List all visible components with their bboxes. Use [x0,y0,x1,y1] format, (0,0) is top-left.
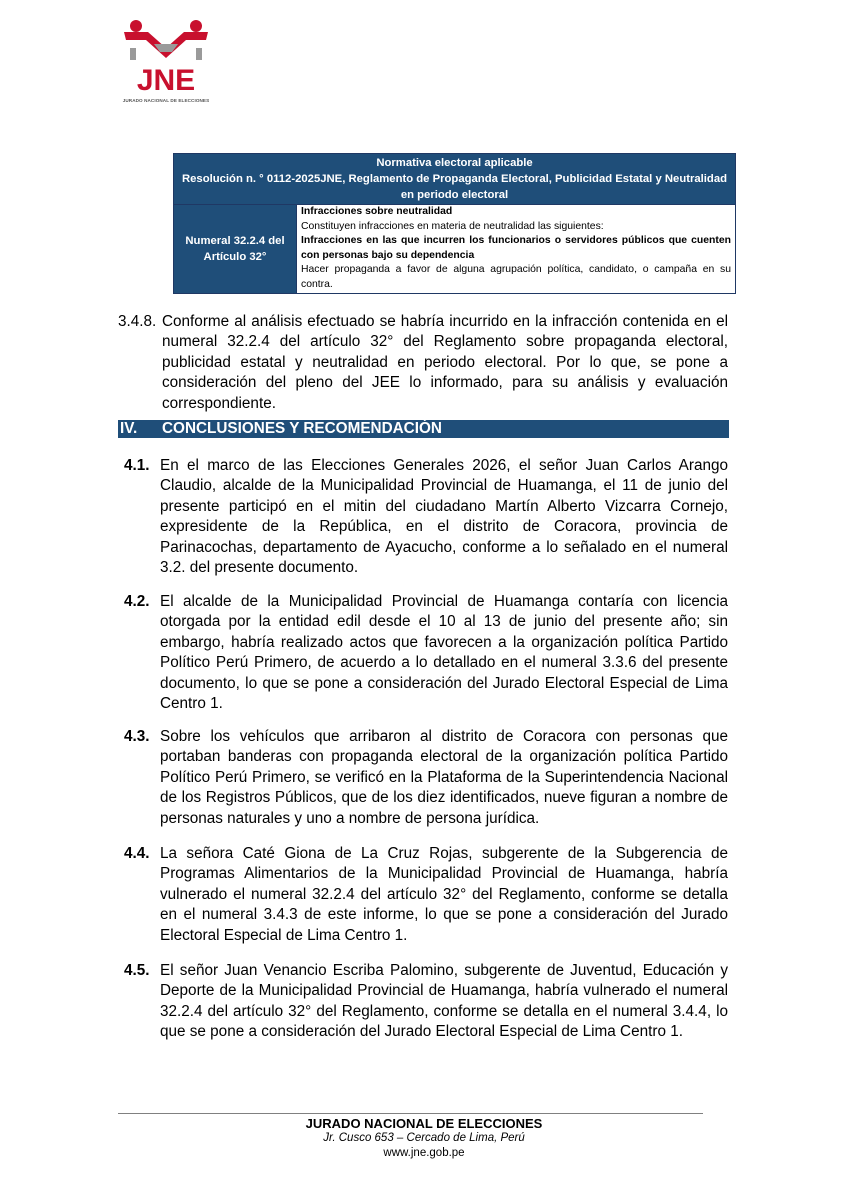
normative-table-header-row [174,154,736,205]
paragraph-text: Conforme al análisis efectuado se habría incurrido en la infracción contenida en el numeral 32.2.4 del artículo 32° del Reglamento sobre propaganda electoral, publicidad estatal y neutralidad en periodo electoral. Por lo que, se pone a consideración del pleno del JEE lo informado, para su análisis y evaluación correspondiente. [162,313,728,412]
normative-title: Normativa electoral aplicable [376,157,533,169]
conclusion-text: En el marco de las Elecciones Generales 2026, el señor Juan Carlos Arango Claudio, alcalde de la Municipalidad Provincial de Huamanga, el 11 de junio del presente participó en el mitin del ciudadano Martín Alberto Vizcarra Cornejo, expresidente de la República, en el distrito de Coracora, provincia de Parinacochas, departamento de Ayacucho, conforme a lo señalado en el numeral 3.2. del presente documento. [160,457,728,577]
normative-table-header [174,154,736,205]
conclusion-text: Sobre los vehículos que arribaron al distrito de Coracora con personas que portaban banderas con propaganda electoral de la organización política Partido Político Perú Primero, se verificó en la Plataforma de la Superintendencia Nacional de los Registros Públicos, que de los diez identificados, nueve figuran a nombre de personas naturales y uno a nombre de persona jurídica. [160,728,728,827]
section-number: IV. [120,420,138,437]
normative-table-row [174,205,736,294]
conclusion-number: 4.1. [124,457,150,474]
normative-article-content [297,205,736,294]
section-title: CONCLUSIONES Y RECOMENDACIÓN [162,420,442,437]
normative-article-label: Numeral 32.2.4 del Artículo 32° [174,205,297,294]
logo-text: JNE [136,64,196,97]
normative-heading: Infracciones sobre neutralidad [301,206,453,217]
conclusion-number: 4.2. [124,593,150,610]
conclusion-text: El alcalde de la Municipalidad Provincial de Huamanga contaría con licencia otorgada por la entidad edil desde el 10 al 13 de junio del presente año; sin embargo, habría realizado actos que favorecen a la organización política Partido Político Perú Primero, de acuerdo a lo detallado en el numeral 3.3.6 del presente documento, lo que se pone a consideración del Jurado Electoral Especial de Lima Centro 1. [160,593,728,713]
conclusion-number: 4.5. [124,962,150,979]
footer-org: JURADO NACIONAL DE ELECCIONES [305,1116,543,1131]
logo-subtitle: JURADO NACIONAL DE ELECCIONES [122,98,210,103]
jne-logo [116,18,216,106]
conclusion-number: 4.3. [124,728,150,745]
normative-table [173,153,736,294]
footer-website[interactable]: www.jne.gob.pe [383,1147,465,1159]
jne-emblem-icon [116,18,216,98]
normative-intro: Constituyen infracciones en materia de neutralidad las siguientes: [301,220,604,232]
normative-subtitle: Resolución n. ° 0112-2025JNE, Reglamento de Propaganda Electoral, Publicidad Estatal y Neutralidad en periodo electoral [181,173,728,201]
conclusion-number: 4.4. [124,845,150,862]
footer-divider [118,1113,703,1114]
normative-bold-text: Infracciones en las que incurren los funcionarios o servidores públicos que cuenten con personas bajo su dependencia [301,235,731,261]
conclusion-text: El señor Juan Venancio Escriba Palomino, subgerente de Juventud, Educación y Deporte de la Municipalidad Provincial de Huamanga, habría vulnerado el numeral 32.2.4 del artículo 32° del Reglamento, conforme se detalla en el numeral 3.4.4, lo que se pone a consideración del Jurado Electoral Especial de Lima Centro 1. [160,962,728,1041]
footer-address: Jr. Cusco 653 – Cercado de Lima, Perú [323,1132,525,1144]
paragraph-number: 3.4.8. [118,313,157,330]
normative-text: Hacer propaganda a favor de alguna agrupación política, candidato, o campaña en su contra. [301,264,731,290]
section-heading [118,420,729,438]
conclusion-text: La señora Caté Giona de La Cruz Rojas, subgerente de la Subgerencia de Programas Alimentarios de la Municipalidad Provincial de Huamanga, habría vulnerado el numeral 32.2.4 del artículo 32° del Reglamento, conforme se detalla en el numeral 3.4.3 de este informe, lo que se pone a consideración del Jurado Electoral Especial de Lima Centro 1. [160,845,728,944]
